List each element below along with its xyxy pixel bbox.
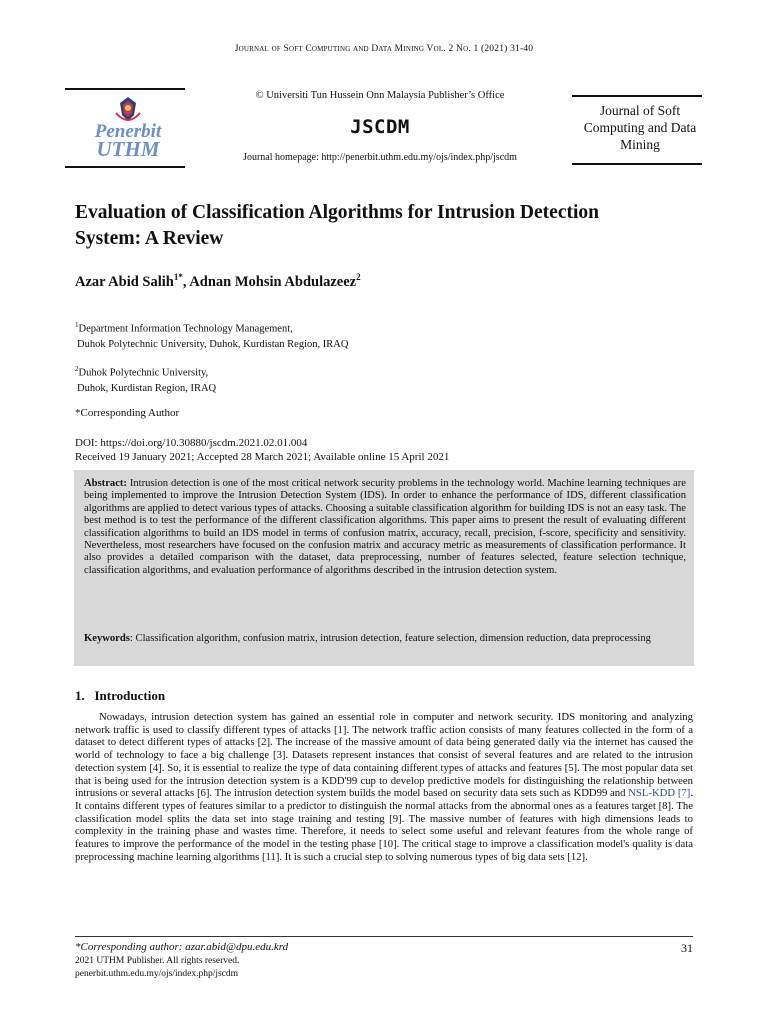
affiliation-1 <box>75 318 348 352</box>
paragraph-text-rest: . It contains different types of features similar to a predictor to distinguish the normal attacks from the abnormal ones as a features target [8]. The classification model splits the data set into stage training and testing [9]. The massive number of features with high dimensions leads to complexity in the training phase and wastes time. Therefore, it needs to select some useful and relevant features from the whole range of features to improve the performance of the model in the testing phase [10]. The critical stage to improve a classification model's quality is data preprocessing machine learning algorithms [11]. It is such a crucial step to solving numerous types of big data sets [12]. <box>75 787 693 863</box>
affiliation-1-line1: Department Information Technology Management, <box>78 323 293 335</box>
section-paragraph <box>75 711 693 863</box>
section-heading <box>75 688 165 704</box>
footer-url[interactable]: penerbit.uthm.edu.my/ojs/index.php/jscdm <box>75 969 239 979</box>
footer-corresponding-email[interactable]: *Corresponding author: azar.abid@dpu.edu.krd <box>75 941 289 953</box>
masthead-rule-left-top <box>65 88 185 90</box>
abstract-box <box>74 470 694 666</box>
doi-block <box>75 436 449 464</box>
affiliation-2 <box>75 362 216 396</box>
keywords-list: : Classification algorithm, confusion matrix, intrusion detection, feature selection, dimension reduction, data preprocessing <box>129 633 651 644</box>
author-2: Adnan Mohsin Abdulazeez <box>189 273 357 290</box>
logo-word-uthm: UTHM <box>96 137 160 161</box>
journal-short-name: JSCDM <box>350 116 410 138</box>
author-1-sup: 1* <box>173 272 183 282</box>
page-number: 31 <box>681 941 693 955</box>
author-separator: , <box>182 273 190 290</box>
footer-rule <box>75 936 693 937</box>
journal-homepage: Journal homepage: http://penerbit.uthm.edu.my/ojs/index.php/jscdm <box>243 152 517 163</box>
publisher-logo <box>78 93 178 163</box>
running-header: Journal of Soft Computing and Data Mining Vol. 2 No. 1 (2021) 31-40 <box>234 44 534 54</box>
keywords <box>84 633 686 645</box>
corresponding-author-label: *Corresponding Author <box>75 407 180 419</box>
affiliation-2-sup: 2 <box>75 365 79 373</box>
nsl-kdd-link[interactable]: NSL-KDD [7] <box>628 787 691 800</box>
author-1: Azar Abid Salih <box>75 273 174 290</box>
author-2-sup: 2 <box>356 272 361 282</box>
footer-rights: 2021 UTHM Publisher. All rights reserved. <box>75 956 240 966</box>
journal-full-name: Journal of Soft Computing and Data Mining <box>583 103 697 152</box>
affiliation-1-sup: 1 <box>75 321 79 329</box>
paragraph-text: Nowadays, intrusion detection system has gained an essential role in computer and network security. IDS monitoring and analyzing network traffic is used to classify different types of attacks [1]. The network traffic action consists of many features collected in the form of a dataset to detect different types of attacks [2]. The increase of the massive amount of data being generated daily via the internet has caused the world of technology to face a big challenge [3]. Datasets represent instances that consist of several features and are related to the intrusion detection system [4]. So, it is essential to realize the type of data containing different types of attacks and features [5]. The most popular data set that is being used for the intrusion detection system is a KDD'99 cup to develop predictive models for distinguishing the relationship between intrusions or several attacks [6]. The intrusion detection system builds the model based on security data sets such as KDD99 and <box>75 711 693 800</box>
logo-word-penerbit: Penerbit <box>94 121 162 142</box>
abstract-body: Intrusion detection is one of the most critical network security problems in the technology world. Machine learning techniques are being implemented to improve the Intrusion Detection System (IDS). In order to enhance the performance of IDS, different classification algorithms are applied to detect various types of attacks. Choosing a suitable classification algorithm for building IDS is not an easy task. The best method is to test the performance of the different classification algorithms. This paper aims to present the result of evaluating different classification algorithms to build an IDS model in terms of confusion matrix, accuracy, recall, precision, f-score, specificity and sensitivity. Nevertheless, most researchers have focused on the confusion matrix and accuracy metric as measurements of classification performance. It also provides a detailed comparison with the dataset, data preprocessing, number of features selected, feature selection technique, classification algorithms, and evaluation performance of algorithms described in the intrusion detection system. <box>84 478 686 576</box>
received-dates: Received 19 January 2021; Accepted 28 March 2021; Available online 15 April 2021 <box>75 451 450 463</box>
affiliation-1-line2: Duhok Polytechnic University, Duhok, Kurdistan Region, IRAQ <box>77 338 349 350</box>
masthead-rule-right-bottom <box>572 163 702 165</box>
masthead-rule-right-top <box>572 95 702 97</box>
abstract-text <box>84 478 686 577</box>
abstract-label: Abstract: <box>84 478 127 489</box>
author-list <box>75 272 361 291</box>
doi-link[interactable]: DOI: https://doi.org/10.30880/jscdm.2021.02.01.004 <box>75 437 308 449</box>
masthead-rule-left-bottom <box>65 166 185 168</box>
affiliation-2-line2: Duhok, Kurdistan Region, IRAQ <box>77 382 217 394</box>
copyright-line: © Universiti Tun Hussein Onn Malaysia Publisher’s Office <box>255 90 505 101</box>
paper-title: Evaluation of Classification Algorithms for Intrusion Detection System: A Review <box>75 202 599 249</box>
section-title: Introduction <box>94 688 166 703</box>
section-number: 1. <box>75 688 85 703</box>
affiliation-2-line1: Duhok Polytechnic University, <box>78 367 209 379</box>
keywords-label: Keywords <box>84 633 130 644</box>
